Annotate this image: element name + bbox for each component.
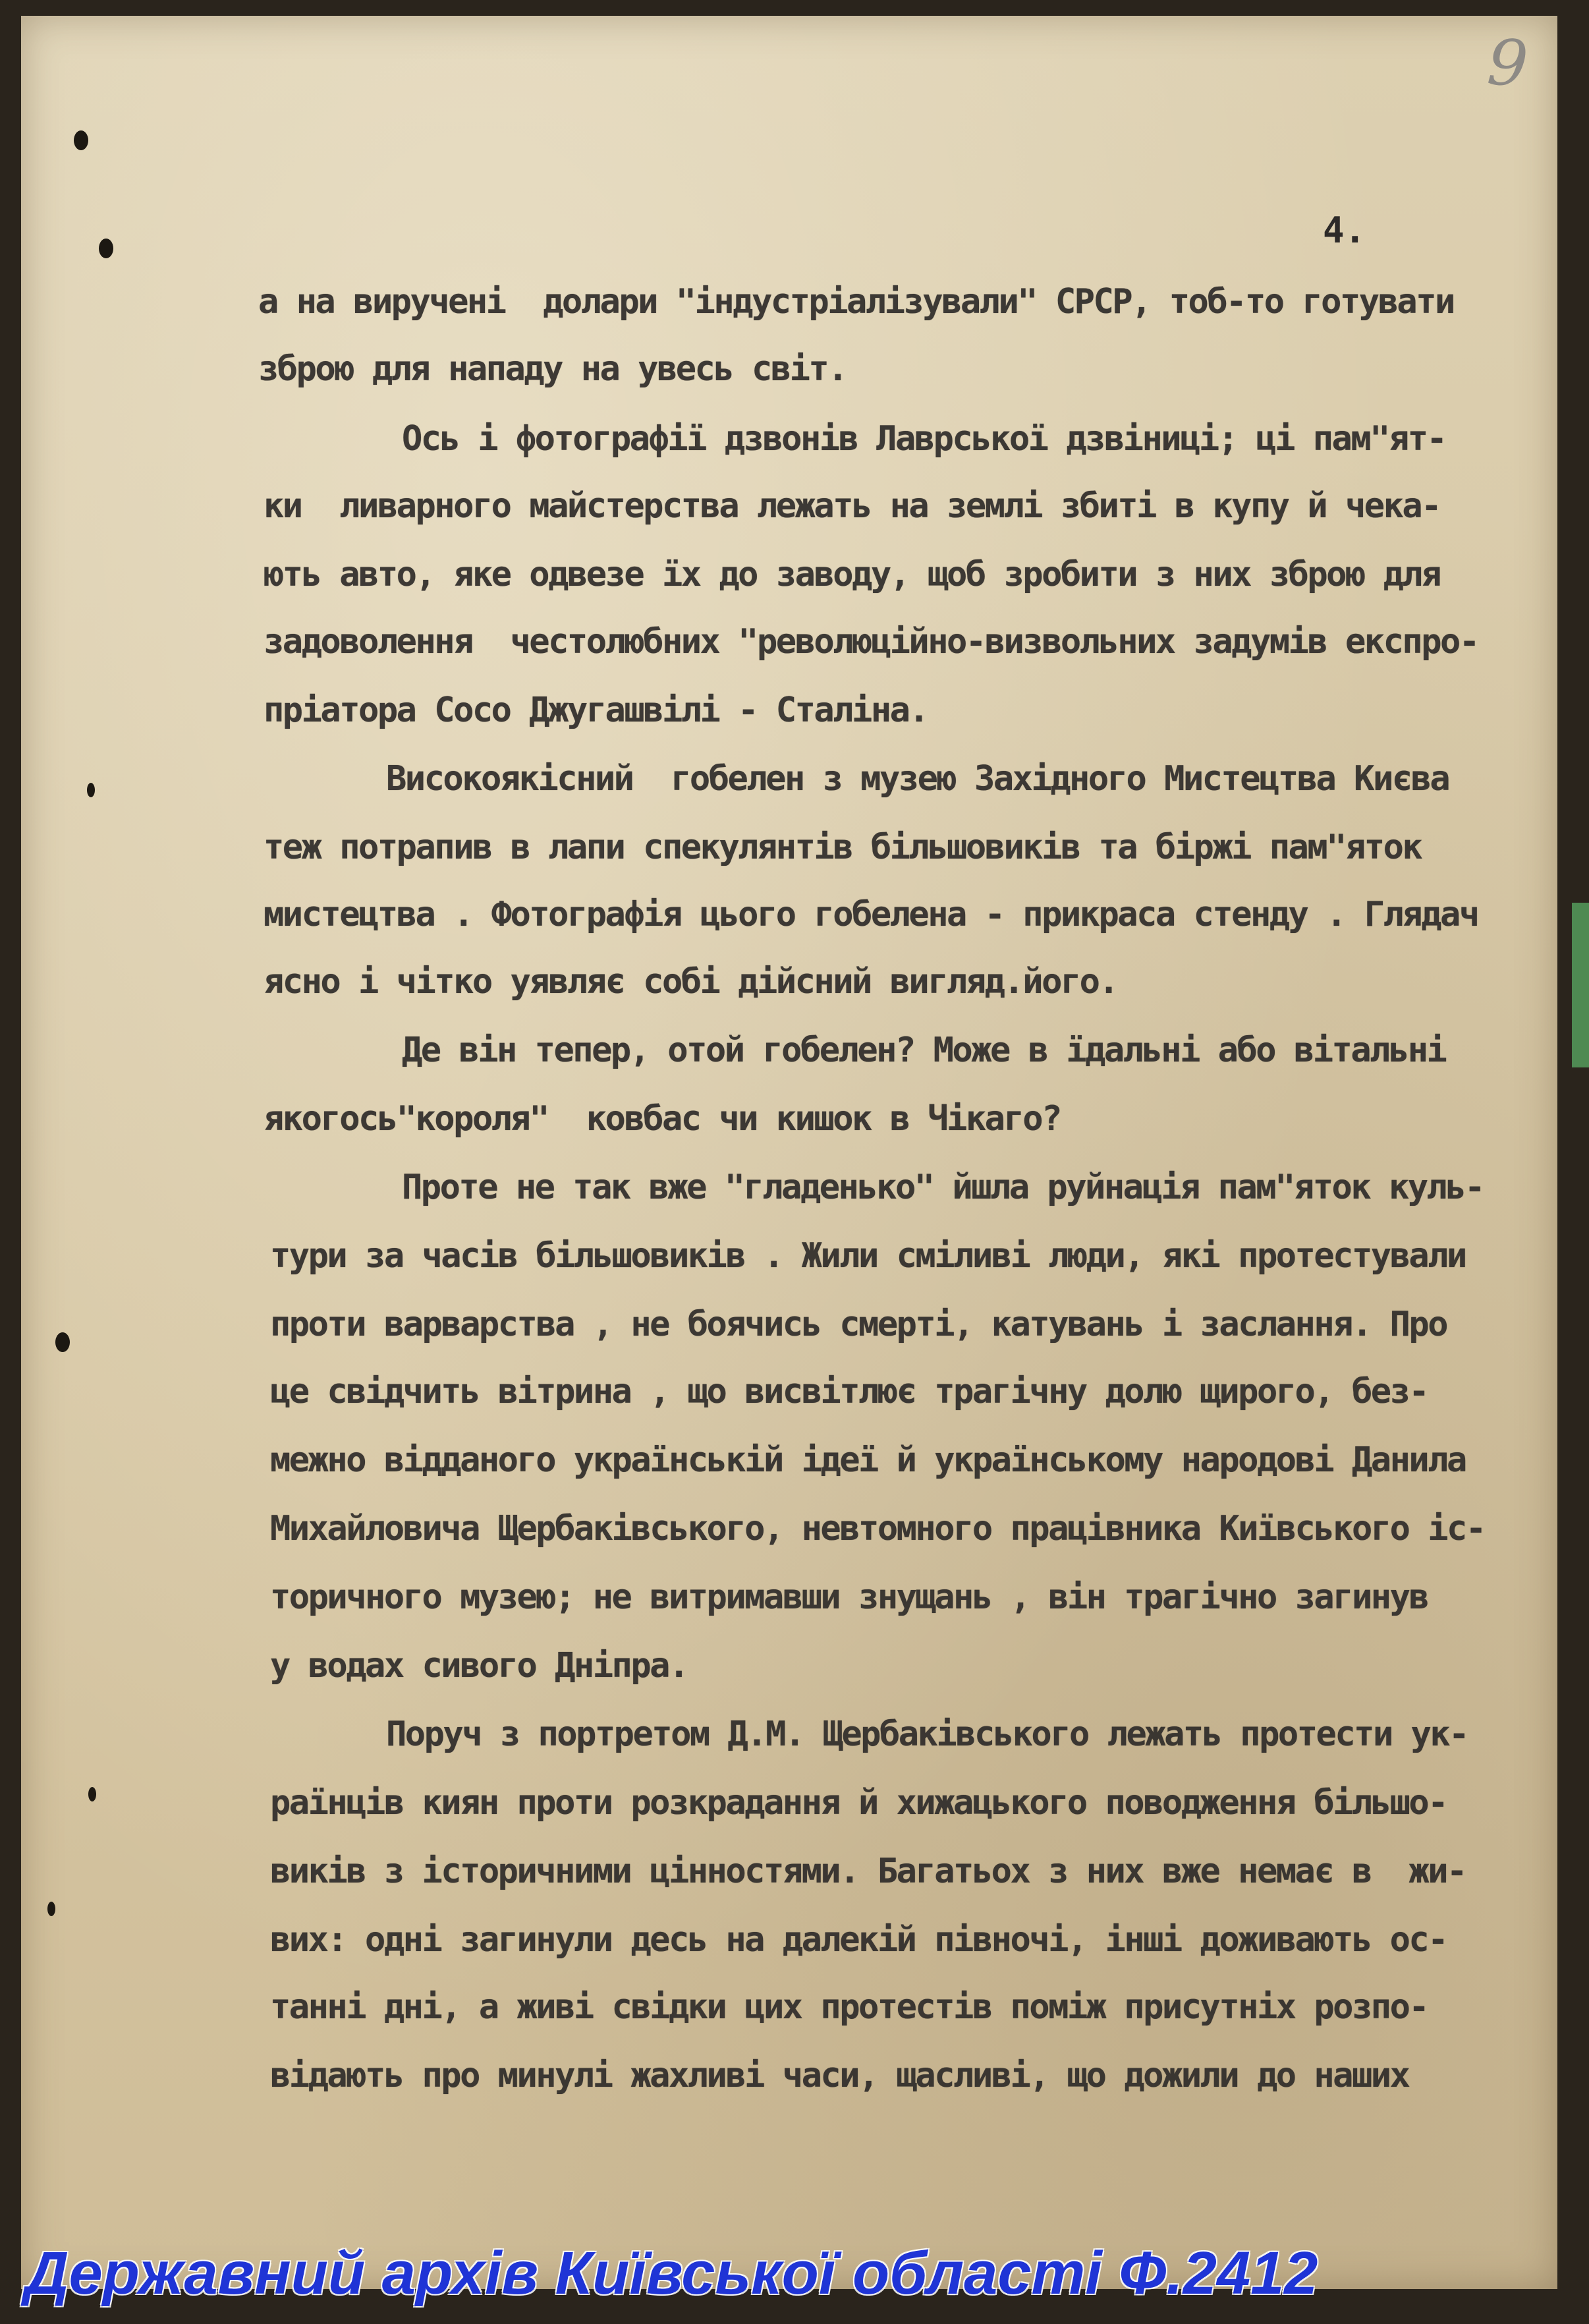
text-line: а на виручені долари "індустріалізували" СРСР, тоб-то готувати [258, 282, 1454, 322]
archive-caption: Державний архів Київської області Ф.2412 [25, 2240, 1318, 2307]
text-line: раїнців киян проти розкрадання й хижацького поводження більшо- [270, 1783, 1447, 1823]
text-line: вих: одні загинули десь на далекій півночі, інші доживають ос- [270, 1920, 1447, 1960]
text-line: відають про минулі жахливі часи, щасливі, що дожили до наших [270, 2056, 1409, 2095]
text-line: ють авто, яке одвезе їх до заводу, щоб зробити з них зброю для [264, 555, 1441, 594]
text-line: тури за часів більшовиків . Жили сміливі люди, які протестували [270, 1236, 1466, 1276]
text-line: ки ливарного майстерства лежать на землі збиті в купу й чека- [264, 486, 1441, 526]
text-line: Ось і фотографії дзвонів Лаврської дзвіниці; ці пам"ят- [402, 419, 1446, 459]
text-line: ясно і чітко уявляє собі дійсний вигляд.його. [264, 962, 1118, 1002]
text-line: якогось"короля" ковбас чи кишок в Чікаго? [264, 1099, 1061, 1139]
text-line: задоволення честолюбних "революційно-визвольних задумів експро- [264, 622, 1478, 662]
text-line: виків з історичними цінностями. Багатьох з них вже немає в жи- [270, 1852, 1466, 1891]
text-line: Михайловича Щербаківського, невтомного працівника Київського іс- [270, 1509, 1485, 1548]
archive-folio-number: 9 [1485, 25, 1530, 101]
text-line: у водах сивого Дніпра. [270, 1646, 688, 1686]
text-line: проти варварства , не боячись смерті, катувань і заслання. Про [270, 1305, 1447, 1344]
text-line: Де він тепер, отой гобелен? Може в їдальні або вітальні [402, 1031, 1446, 1070]
text-line: теж потрапив в лапи спекулянтів більшовиків та біржі пам"яток [264, 828, 1422, 867]
text-line: Поруч з портретом Д.М. Щербаківського лежать протести ук- [386, 1715, 1468, 1754]
text-line: мистецтва . Фотографія цього гобелена - прикраса стенду . Глядач [264, 895, 1478, 934]
text-line: пріатора Сосо Джугашвілі - Сталіна. [264, 691, 928, 730]
text-line: це свідчить вітрина , що висвітлює трагічну долю щирого, без- [270, 1372, 1428, 1411]
text-line: Проте не так вже "гладенько" йшла руйнація пам"яток куль- [402, 1168, 1484, 1207]
text-line: торичного музею; не витримавши знущань , він трагічно загинув [270, 1577, 1428, 1617]
text-line: Високоякісний гобелен з музею Західного Мистецтва Києва [386, 759, 1449, 799]
text-line: зброю для нападу на увесь світ. [258, 349, 847, 389]
text-line: межно відданого українській ідеї й українському народові Данила [270, 1440, 1466, 1480]
page-number: 4. [1323, 210, 1366, 251]
text-line: танні дні, а живі свідки цих протестів поміж присутніх розпо- [270, 1987, 1428, 2027]
